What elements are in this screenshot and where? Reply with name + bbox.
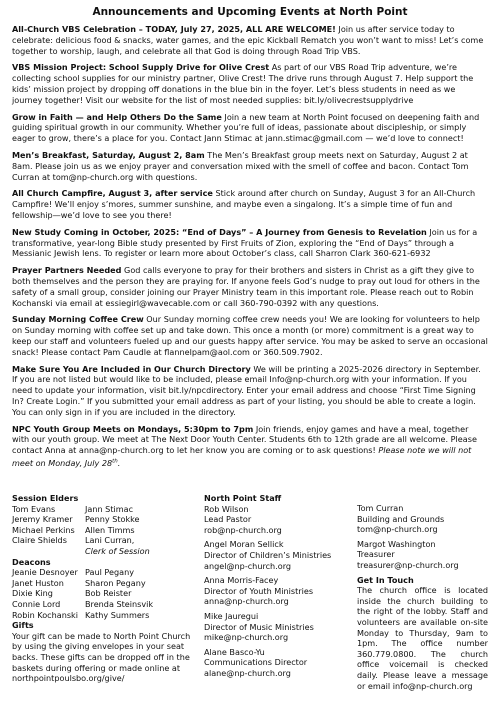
elders-list [12, 504, 197, 557]
list-item: Dixie King Bob Reister [12, 588, 132, 599]
contact-column [357, 503, 488, 691]
announcement-heading: Make Sure You Are Included in Our Church Directory [12, 363, 251, 374]
announcement-list [12, 24, 488, 468]
deacons-list [12, 567, 197, 620]
announcement-body: Join us for a transformative, year-long Bible study presented by First Fruits of Zion, exploring the “End of Days” through a Messianic Jewish lens. To register or learn more about October’s class, call Sharron Clark 360-621-6932 [12, 226, 478, 259]
announcement-school-supply-drive [12, 62, 488, 105]
announcement-mens-breakfast [12, 150, 488, 182]
list-item: Jeanie Desnoyer Paul Pegany [12, 567, 135, 578]
announcement-body: Stick around after church on Sunday, August 3 for an All-Church Campfire! We’ll enjoy s’mores, summer sunshine, and maybe even a singalong. It’s a simple time of fun and fellowship—we’d love to see you there! [12, 188, 476, 220]
announcement-body: As part of our VBS Road Trip adventure, we’re collecting school supplies for our ministry partner, Olive Crest! The drive runs through August 7. Help support the kids’ mission project by dropping off donations in the blue bin in the foyer. Let’s bless students in need as we journey together! Visit our website for the list of most needed supplies: bit.ly/olivecrestsupplydrive [12, 62, 474, 105]
announcement-heading: VBS Mission Project: School Supply Drive for Olive Crest [12, 62, 270, 73]
announcement-coffee-crew [12, 314, 488, 357]
announcement-heading: New Study Coming in October, 2025: “End of Days” – A Journey from Genesis to Revelation [12, 226, 427, 237]
announcement-new-study [12, 227, 488, 259]
announcement-note: Please note we will not meet on Monday, July 28th. [12, 445, 472, 468]
announcement-heading: Prayer Partners Needed [12, 265, 122, 276]
staff-member: Rob Wilson Lead Pastor rob@np-church.org [204, 503, 282, 535]
list-item: Claire Shields Lani Curran, [12, 535, 135, 546]
announcement-youth-group [12, 424, 488, 469]
announcement-grow-in-faith [12, 112, 488, 144]
gifts-text: Your gift can be made to North Point Church by using the giving envelopes in your seat backs. These gifts can be dropped off in the baskets during offering or made online at northpointpoulsbo.org/give/ [12, 630, 191, 684]
staff-member: Angel Moran Sellick Director of Children’s Ministries angel@np-church.org [204, 539, 332, 571]
list-item: Jeremy Kramer Penny Stokke [12, 514, 140, 525]
deacons-heading: Deacons [12, 556, 51, 567]
announcement-heading: All-Church VBS Celebration – TODAY, July 27, 2025, ALL ARE WELCOME! [12, 24, 336, 34]
list-item: Clerk of Session [85, 545, 150, 556]
announcement-campfire [12, 188, 488, 220]
list-item: Connie Lord Brenda Steinsvik [12, 598, 154, 609]
page-title: Announcements and Upcoming Events at North Point [92, 6, 408, 18]
get-in-touch-heading: Get In Touch [357, 574, 414, 585]
announcement-body: Join friends, enjoy games and have a meal, together with our youth group. We meet at The Next Door Youth Center. Students 6th to 12th grade are all welcome. Please contact Anna at anna@np-church.org to let her know you are coming or to ask questions! [12, 423, 477, 456]
gifts-heading: Gifts [12, 620, 34, 631]
staff-member: Tom Curran Building and Grounds tom@np-church.org [357, 503, 445, 535]
announcement-vbs-celebration [12, 24, 488, 56]
staff-member: Margot Washington Treasurer treasurer@np-church.org [357, 538, 459, 570]
list-item: Janet Huston Sharon Pegany [12, 577, 146, 588]
announcement-heading: NPC Youth Group Meets on Mondays, 5:30pm to 7pm [12, 423, 254, 434]
announcement-body: Join a new team at North Point focused on deepening faith and guiding spiritual growth in our community. Whether you’re full of ideas, passionate about discipleship, or simply eager to grow, there’s a place for you. Contact Jann Stimac at jann.stimac@gmail.com — we’d love to connect! [12, 111, 480, 144]
announcement-body: God calls everyone to pray for their brothers and sisters in Christ as a gift they give to both themselves and the person they are praying for. If anyone feels God’s nudge to pray out loud for others in the safety of a small group, consider joining our Prayer Ministry team in this important role. Please reach out to Robin Kochanski via email at essiegirl@wavecable.com or call 360-790-0392 with any questions. [12, 265, 480, 308]
announcement-heading: Grow in Faith — and Help Others Do the Same [12, 111, 222, 122]
staff-member: Anna Morris-Facey Director of Youth Ministries anna@np-church.org [204, 575, 314, 607]
get-in-touch-text: The church office is located inside the church building to the right of the lobby. Staff and volunteers are available on-site Monday to Thursday, 9am to 1pm. The office number 360.779.0800. The church office voicemail is checked daily. Please leave a message or email info@np-church.org [357, 585, 488, 691]
bulletin-page [12, 6, 488, 691]
announcement-prayer-partners [12, 265, 488, 308]
footer-section [12, 493, 488, 707]
announcement-body: Our Sunday morning coffee crew needs you! We are looking for volunteers to help on Sunday morning with coffee set up and take down. This once a month (or more) commitment is a great way to keep our staff and volunteers fueled up and our guests happy after service. You may be asked to serve an occasional snack! Please contact Pam Caudle at flannelpam@aol.com or 360.509.7902. [12, 314, 488, 357]
list-item: Tom Evans Jann Stimac [12, 503, 134, 514]
staff-heading: North Point Staff [204, 493, 282, 503]
announcement-church-directory [12, 364, 488, 418]
announcement-body: The Men’s Breakfast group meets next on Saturday, August 2 at 8am. Please join us as we enjoy prayer and conversation mixed with the smell of coffee and bacon. Contact Tom Curran at tom@np-church.org with questions. [12, 149, 469, 182]
list-item: Robin Kochanski Kathy Summers [12, 609, 150, 620]
leadership-column [12, 493, 197, 684]
elders-heading: Session Elders [12, 493, 79, 503]
announcement-heading: All Church Campfire, August 3, after service [12, 188, 213, 199]
staff-member: Alane Basco-Yu Communications Director alane@np-church.org [204, 646, 308, 678]
announcement-body: Join us after service today to celebrate: delicious food & snacks, water games, and the epic Kickball Rematch you won’t want to miss! Let’s come together to worship, laugh, and celebrate all that God is doing through Road Trip VBS. [12, 24, 484, 56]
list-item: Michael Perkins Allen Timms [12, 524, 135, 535]
announcement-heading: Men’s Breakfast, Saturday, August 2, 8am [12, 149, 205, 160]
announcement-body: We will be printing a 2025-2026 directory in September. If you are not listed but would like to be included, please email Info@np-church.org with your information. If you need to update your information, visit bit.ly/npcdirectory. Enter your email address and choose “First Time Signing In? Create Login.” If you submitted your email address as part of your listing, you should be able to create a login. You can only sign in if you are included in the directory. [12, 363, 481, 417]
staff-column [204, 493, 352, 679]
announcement-heading: Sunday Morning Coffee Crew [12, 314, 144, 325]
staff-member: Mike Jauregui Director of Music Ministries mike@np-church.org [204, 610, 314, 643]
